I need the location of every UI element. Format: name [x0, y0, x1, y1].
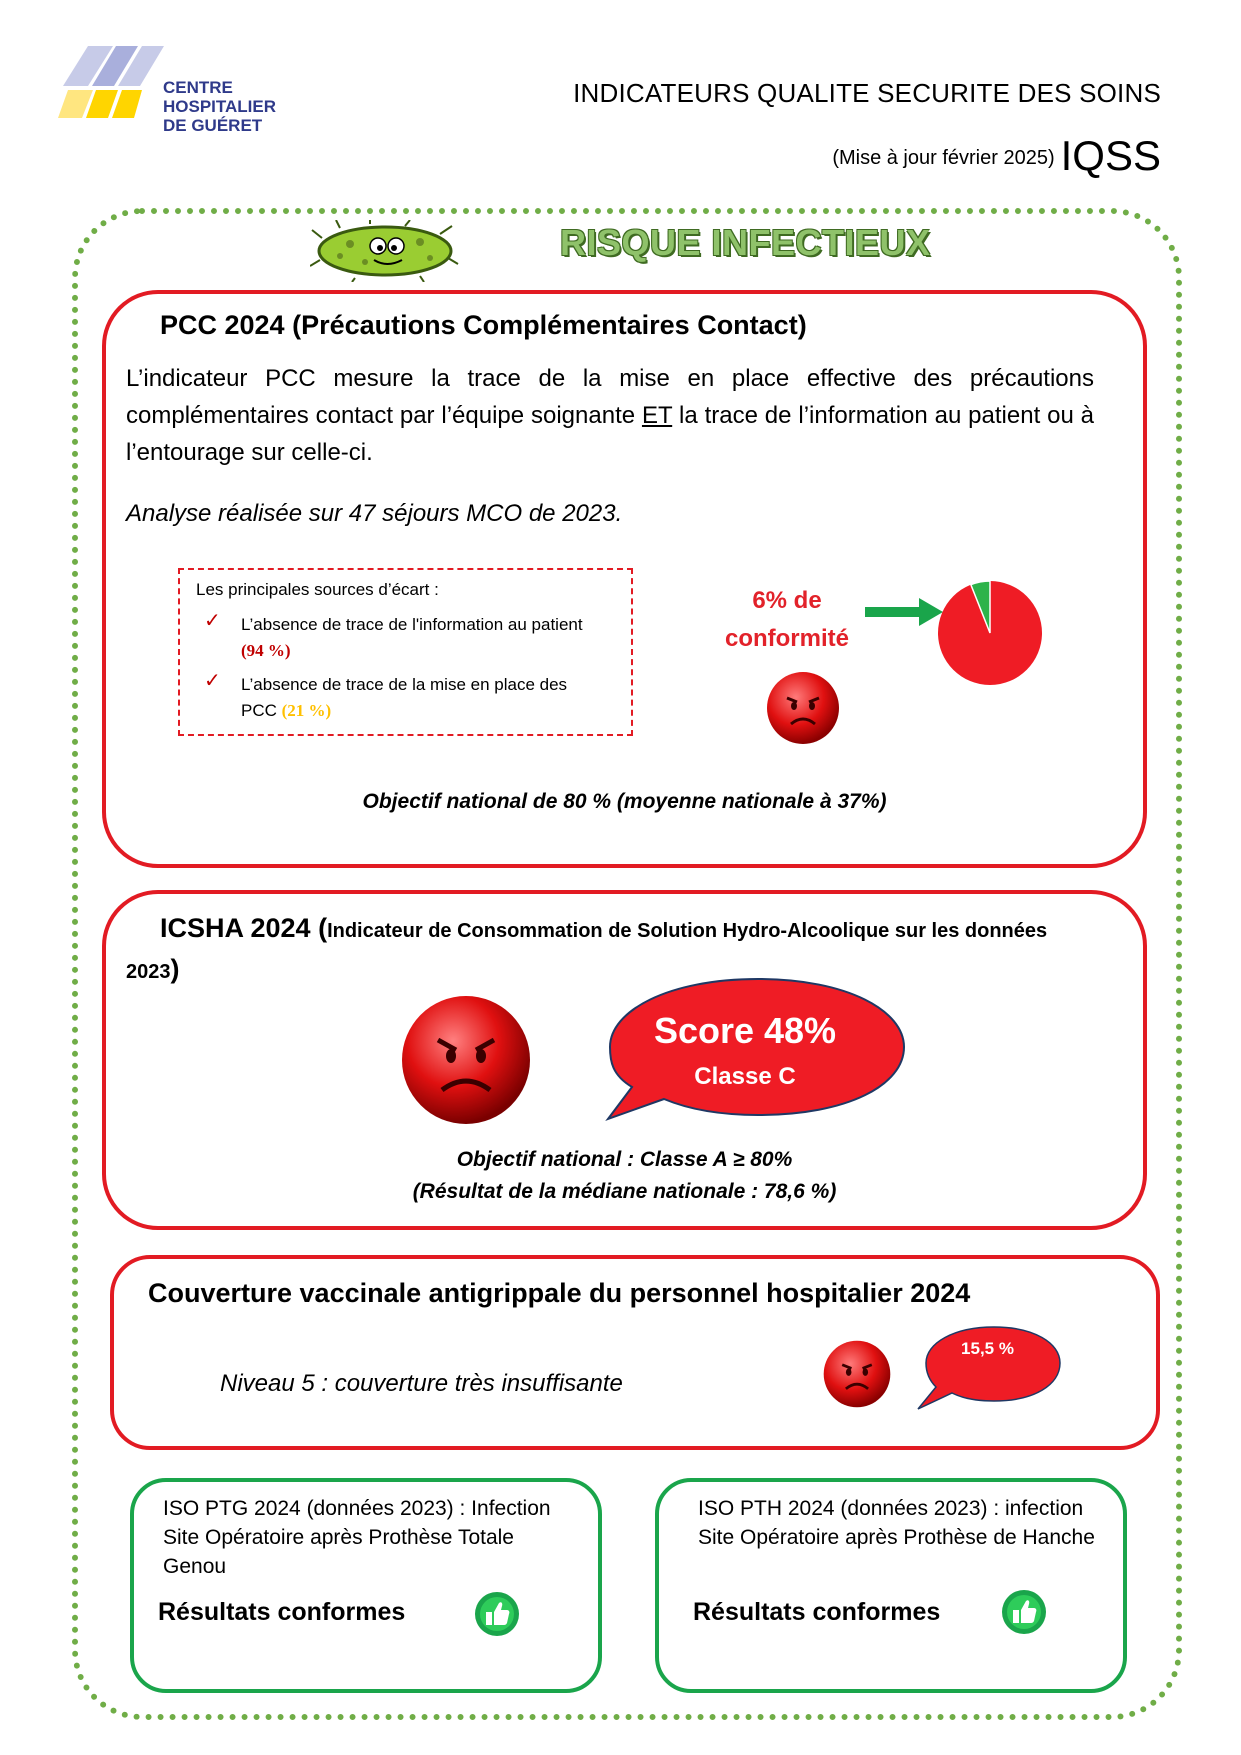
pcc-analysis: Analyse réalisée sur 47 séjours MCO de 2023.	[126, 500, 623, 527]
angry-face-icon	[820, 1337, 894, 1411]
iso-ptg-result: Résultats conformes	[158, 1598, 406, 1626]
ecart-item-1-text: L’absence de trace de l'information au patient	[241, 615, 583, 634]
pcc-desc-part2: la trace de l’information au patient ou à l’entourage sur celle-ci.	[126, 402, 1095, 466]
iso-ptg-description: ISO PTG 2024 (données 2023) : Infection Site Opératoire après Prothèse Totale Genou	[163, 1497, 551, 1578]
arrow-right-icon	[865, 598, 943, 626]
page-title: INDICATEURS QUALITE SECURITE DES SOINS	[573, 78, 1161, 108]
vaccination-bubble	[912, 1323, 1062, 1413]
angry-face-icon	[396, 990, 536, 1130]
icsha-score: Score 48%	[653, 1010, 837, 1051]
ecart-title: Les principales sources d’écart :	[196, 580, 439, 599]
hospital-logo-mark	[58, 46, 168, 134]
thumbs-up-icon	[1000, 1588, 1048, 1636]
conformity-label	[712, 582, 862, 658]
pcc-objective: Objectif national de 80 % (moyenne nationale à 37%)	[362, 790, 887, 813]
logo-line-2: HOSPITALIER	[163, 97, 277, 116]
vaccination-level: Niveau 5 : couverture très insuffisante	[220, 1370, 623, 1397]
icsha-title-close: )	[170, 954, 180, 984]
hospital-logo-text	[163, 78, 276, 135]
iso-pth-description: ISO PTH 2024 (données 2023) : infection Site Opératoire après Prothèse de Hanche	[698, 1497, 1095, 1549]
check-icon: ✓	[204, 670, 221, 692]
logo-line-3: DE GUÉRET	[163, 116, 263, 135]
vaccination-title: Couverture vaccinale antigrippale du personnel hospitalier 2024	[148, 1278, 971, 1308]
ecart-item-2	[241, 672, 601, 724]
iqss-acronym: IQSS	[1060, 132, 1161, 179]
conformity-pie-chart	[935, 578, 1045, 688]
pcc-title: PCC 2024 (Précautions Complémentaires Contact)	[160, 310, 807, 340]
update-date: (Mise à jour février 2025)	[832, 147, 1055, 169]
icsha-classe: Classe C	[694, 1063, 796, 1090]
angry-face-icon	[763, 668, 843, 748]
thumbs-up-icon	[473, 1590, 521, 1638]
conformity-line-1: 6% de	[752, 587, 822, 614]
vaccination-percent: 15,5 %	[961, 1339, 1014, 1358]
icsha-title-sub: Indicateur de Consommation de Solution Hydro-Alcoolique sur les données 2023	[126, 920, 1048, 983]
icsha-objective: Objectif national : Classe A ≥ 80%	[456, 1148, 793, 1171]
check-icon: ✓	[204, 610, 221, 632]
section-title: RISQUE INFECTIEUX	[560, 222, 931, 263]
pcc-desc-et: ET	[641, 402, 673, 429]
logo-line-1: CENTRE	[163, 78, 233, 97]
ecart-item-2-pct: (21 %)	[281, 701, 332, 720]
ecart-item-2-text: L’absence de trace de la mise en place des PCC	[241, 675, 568, 720]
bacteria-icon	[310, 220, 460, 282]
conformity-line-2: conformité	[724, 625, 849, 652]
pcc-desc-part1: L’indicateur PCC mesure la trace de la mise en place effective des précautions complémentaires contact par l’équipe soignante	[126, 365, 1094, 429]
pcc-description	[126, 360, 1094, 471]
ecart-item-1	[241, 612, 601, 664]
ecart-item-1-pct: (94 %)	[241, 641, 291, 660]
iso-pth-result: Résultats conformes	[693, 1598, 941, 1626]
update-line	[832, 132, 1161, 180]
icsha-title-main: ICSHA 2024 (	[160, 913, 328, 943]
icsha-national-median: (Résultat de la médiane nationale : 78,6 %)	[412, 1180, 837, 1203]
